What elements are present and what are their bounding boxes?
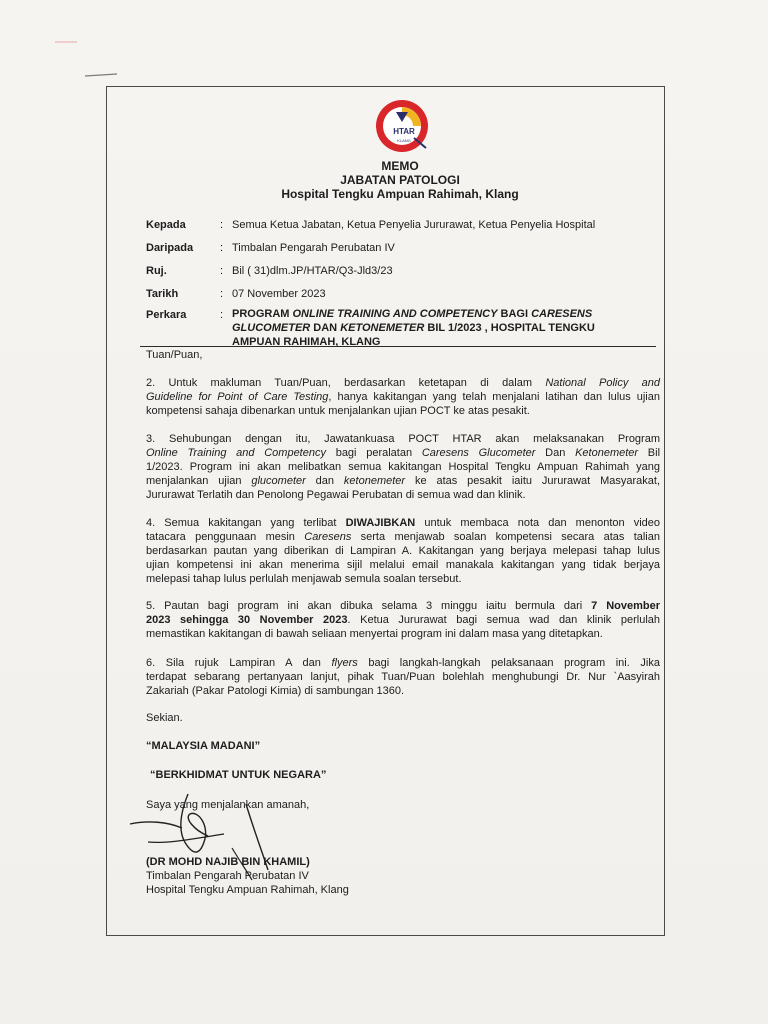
paragraph-6 — [146, 656, 660, 698]
scan-mark — [55, 38, 125, 82]
paragraph-line: melepasi tahap lulus perlulah menjawab semula soalan tersebut. — [146, 573, 462, 585]
paragraph-line: 2. Untuk makluman Tuan/Puan, berdasarkan ketetapan di dalam National Policy and — [146, 377, 661, 389]
sekian: Sekian. — [146, 712, 183, 724]
paragraph-line: 6. Sila rujuk Lampiran A dan flyers bagi langkah-langkah pelaksanaan program ini. Jika — [146, 657, 660, 669]
colon: : — [220, 309, 224, 321]
colon: : — [220, 288, 224, 300]
signature — [128, 784, 308, 884]
signatory-name: (DR MOHD NAJIB BIN KHAMIL) — [146, 856, 310, 868]
slogan-malaysia-madani: “MALAYSIA MADANI” — [146, 740, 261, 752]
htar-logo — [366, 98, 438, 154]
paragraph-line: ujian kompetensi ini akan menerima sijil melalui email manakala kakitangan yang tidak berjaya — [146, 559, 660, 571]
signatory-position: Timbalan Pengarah Perubatan IV — [146, 870, 309, 882]
paragraph-line: 2023 sehingga 30 November 2023. Ketua Jururawat bagi semua wad dan klinik perlulah — [146, 614, 661, 626]
paragraph-line: Zakariah (Pakar Patologi Kimia) di sambungan 1360. — [146, 685, 405, 697]
perkara-label: Perkara — [146, 309, 187, 321]
signatory-hospital: Hospital Tengku Ampuan Rahimah, Klang — [146, 884, 349, 896]
paragraph-line: tatacara penggunaan mesin Caresens serta menjawab soalan kompetensi secara atas talian — [146, 531, 660, 543]
daripada-label: Daripada — [146, 242, 194, 254]
paragraph-2 — [146, 376, 660, 418]
colon: : — [220, 242, 224, 254]
paragraph-3 — [146, 432, 660, 502]
paragraph-4 — [146, 516, 660, 586]
kepada-value: Semua Ketua Jabatan, Ketua Penyelia Jururawat, Ketua Penyelia Hospital — [232, 219, 596, 231]
memo-title: MEMO — [381, 159, 419, 173]
paragraph-line: Guideline for Point of Care Testing, hanya kakitangan yang telah menjalani latihan dan lulus ujian — [146, 391, 660, 403]
colon: : — [220, 219, 224, 231]
paragraph-line: 1/2023. Program ini akan melibatkan semua kakitangan Hospital Tengku Ampuan Rahimah yang — [146, 461, 660, 473]
logo-subtext: KLANG — [397, 138, 411, 143]
tarikh-label: Tarikh — [146, 288, 179, 300]
colon: : — [220, 265, 224, 277]
paragraph-line: menjalankan ujian glucometer dan ketonemeter ke atas pesakit iaitu Jururawat Masyarakat, — [146, 475, 661, 487]
paragraph-line: memastikan kakitangan di bawah seliaan menyertai program ini dalam masa yang ditetapkan. — [146, 628, 603, 640]
paragraph-5 — [146, 599, 660, 641]
ruj-label: Ruj. — [146, 265, 167, 277]
paragraph-line: terdapat sebarang pertanyaan lanjut, pihak Tuan/Puan bolehlah menghubungi Dr. Nur `Aasyirah — [146, 671, 660, 683]
paragraph-line: 4. Semua kakitangan yang terlibat DIWAJIBKAN untuk membaca nota dan menonton video — [146, 517, 660, 529]
perkara-line: PROGRAM ONLINE TRAINING AND COMPETENCY BAGI CARESENS — [232, 308, 593, 320]
divider — [140, 346, 656, 347]
amanah-line: Saya yang menjalankan amanah, — [146, 799, 310, 811]
paragraph-line: 5. Pautan bagi program ini akan dibuka selama 3 minggu iaitu bermula dari 7 November — [146, 600, 660, 612]
perkara-line: AMPUAN RAHIMAH, KLANG — [232, 336, 381, 348]
kepada-label: Kepada — [146, 219, 186, 231]
paragraph-line: berdasarkan pautan yang diberikan di Lampiran A. Kakitangan yang berjaya melepasi tahap lulus — [146, 545, 660, 557]
paragraph-line: 3. Sehubungan dengan itu, Jawatankuasa POCT HTAR akan melaksanakan Program — [146, 433, 660, 445]
slogan-berkhidmat: “BERKHIDMAT UNTUK NEGARA” — [150, 769, 327, 781]
perkara-subject — [232, 307, 652, 349]
logo-text: HTAR — [393, 127, 415, 136]
ruj-value: Bil ( 31)dlm.JP/HTAR/Q3-Jld3/23 — [232, 265, 393, 277]
paragraph-line: kompetensi sahaja dibenarkan untuk menjalankan ujian POCT ke atas pesakit. — [146, 405, 530, 417]
salutation: Tuan/Puan, — [146, 349, 203, 361]
hospital-title: Hospital Tengku Ampuan Rahimah, Klang — [281, 187, 519, 201]
daripada-value: Timbalan Pengarah Perubatan IV — [232, 242, 395, 254]
paragraph-line: Online Training and Competency bagi peralatan Caresens Glucometer Dan Ketonemeter Bil — [146, 447, 661, 459]
perkara-line: GLUCOMETER DAN KETONEMETER BIL 1/2023 , HOSPITAL TENGKU — [232, 322, 595, 334]
paragraph-line: Jururawat Terlatih dan Penolong Pegawai Perubatan di semua wad dan klinik. — [146, 489, 526, 501]
tarikh-value: 07 November 2023 — [232, 288, 326, 300]
department-title: JABATAN PATOLOGI — [340, 173, 460, 187]
